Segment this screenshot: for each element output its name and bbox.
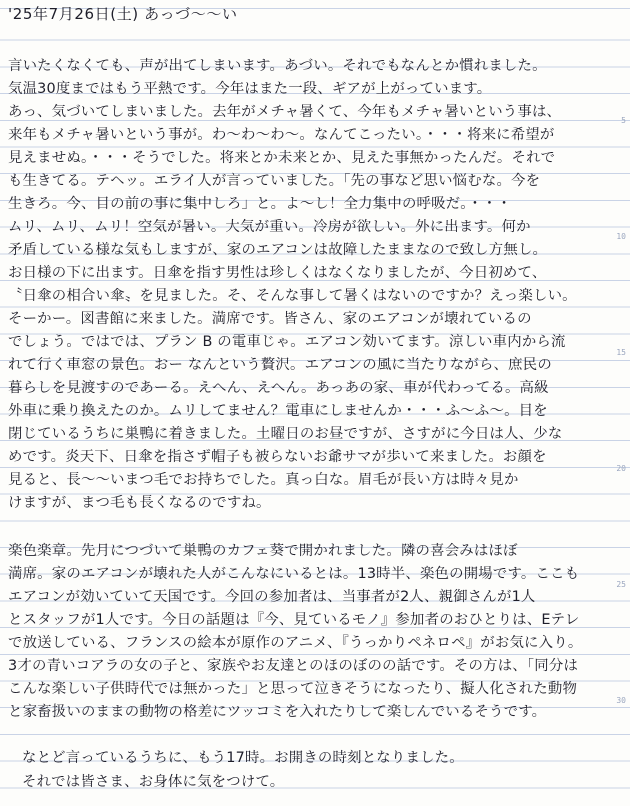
text-line: 楽色楽章。先月につづいて巣鴨のカフェ葵で開かれました。隣の喜会みはほぼ — [8, 543, 518, 559]
text-line: 矛盾している様な気もしますが、家のエアコンは故障したままなので致し方無し。 — [8, 242, 548, 258]
text-line: なとど言っているうちに、もう17時。お開きの時刻となりました。 — [22, 750, 464, 766]
text-line: 〝日傘の相合い傘〟を見ました。そ、そんな事して暑くはないのですか？えっ楽しい。 — [8, 288, 577, 304]
text-line: そーかー。図書館に来ました。満席です。皆さん、家のエアコンが壊れているの — [8, 311, 532, 327]
text-line: でしょう。ではでは、プラン B の電車じゃ。エアコン効いてます。涼しい車内から流 — [8, 334, 566, 350]
text-line: それでは皆さま、お身体に気をつけて。 — [22, 774, 285, 790]
text-line: 3才の青いコアラの女の子と、家族やお友達とのほのぼのの話です。その方は、「同分は — [8, 658, 579, 674]
text-line: 外車に乗り換えたのか。ムリしてません？電車にしませんか・・・ふ〜ふ〜。目を — [8, 403, 548, 419]
text-line: けますが、まつ毛も長くなるのですね。 — [8, 495, 271, 511]
text-line: 気温30度まではもう平熱です。今年はまた一段、ギアが上がっています。 — [8, 81, 492, 97]
text-line: お日様の下に出ます。日傘を指す男性は珍しくはなくなりましたが、今日初めて、 — [8, 265, 547, 281]
margin-line-number: 10 — [616, 232, 626, 241]
text-line: れて行く車窓の景色。おー なんという贅沢。エアコンの風に当たりながら、庶民の — [8, 357, 552, 373]
text-line: とスタッフが1人です。今日の話題は『今、見ているモノ』参加者のおひとりは、Eテレ — [8, 612, 580, 628]
text-line: 暮らしを見渡すのであーる。えへん、えへん。あっあの家、車が代わってる。高級 — [8, 380, 549, 396]
text-line: 来年もメチャ暑いという事が。わ〜わ〜わ〜。なんてこったい。・・・将来に希望が — [8, 127, 555, 143]
text-line: で放送している、フランスの絵本が原作のアニメ、『うっかりペネロペ』がお気に入り。 — [8, 635, 583, 651]
text-line: エアコンが効いていて天国です。今回の参加者は、当事者が2人、親御さんが1人 — [8, 589, 536, 605]
text-line: あっ、気づいてしまいました。去年がメチャ暑くて、今年もメチャ暑いという事は、 — [8, 104, 562, 120]
text-line: 満席。家のエアコンが壊れた人がこんなにいるとは。13時半、楽色の開場です。ここも — [8, 566, 580, 582]
text-line: 閉じているうちに巣鴨に着きました。土曜日のお昼ですが、さすがに今日は人、少な — [8, 426, 563, 442]
text-line: も生きてる。テヘッ。エライ人が言っていました。「先の事など思い悩むな。今を — [8, 173, 541, 189]
text-line: 生きろ。今、目の前の事に集中しろ」と。よ〜し！全力集中の呼吸だ。・・・ — [8, 196, 512, 212]
margin-line-number: 5 — [621, 116, 626, 125]
margin-line-number: 20 — [616, 464, 626, 473]
text-line: 見ると、長〜〜いまつ毛でお持ちでした。真っ白な。眉毛が長い方は時々見か — [8, 472, 519, 488]
margin-line-number: 30 — [616, 696, 626, 705]
text-line: こんな楽しい子供時代では無かった」と思って泣きそうになったり、擬人化された動物 — [8, 681, 578, 697]
text-line: 見えませぬ。・・・そうでした。将来とか未来とか、見えた事無かったんだ。それで — [8, 150, 556, 166]
text-line: と家畜扱いのままの動物の格差にツッコミを入れたりして楽しんでいるそうです。 — [8, 704, 547, 720]
margin-line-number: 25 — [616, 580, 626, 589]
text-line: 言いたくなくても、声が出てしまいます。あづい。それでもなんとか慣れました。 — [8, 58, 547, 74]
margin-line-number: 15 — [616, 348, 626, 357]
text-line: めです。炎天下、日傘を指さず帽子も被らないお爺サマが歩いて来ました。お顔を — [8, 449, 547, 465]
diary-date-line: '25年7月26日(土) あっづ〜〜い — [8, 5, 238, 23]
text-line: ムリ、ムリ、ムリ！空気が暑い。大気が重い。冷房が欲しい。外に出ます。何か — [8, 219, 531, 235]
